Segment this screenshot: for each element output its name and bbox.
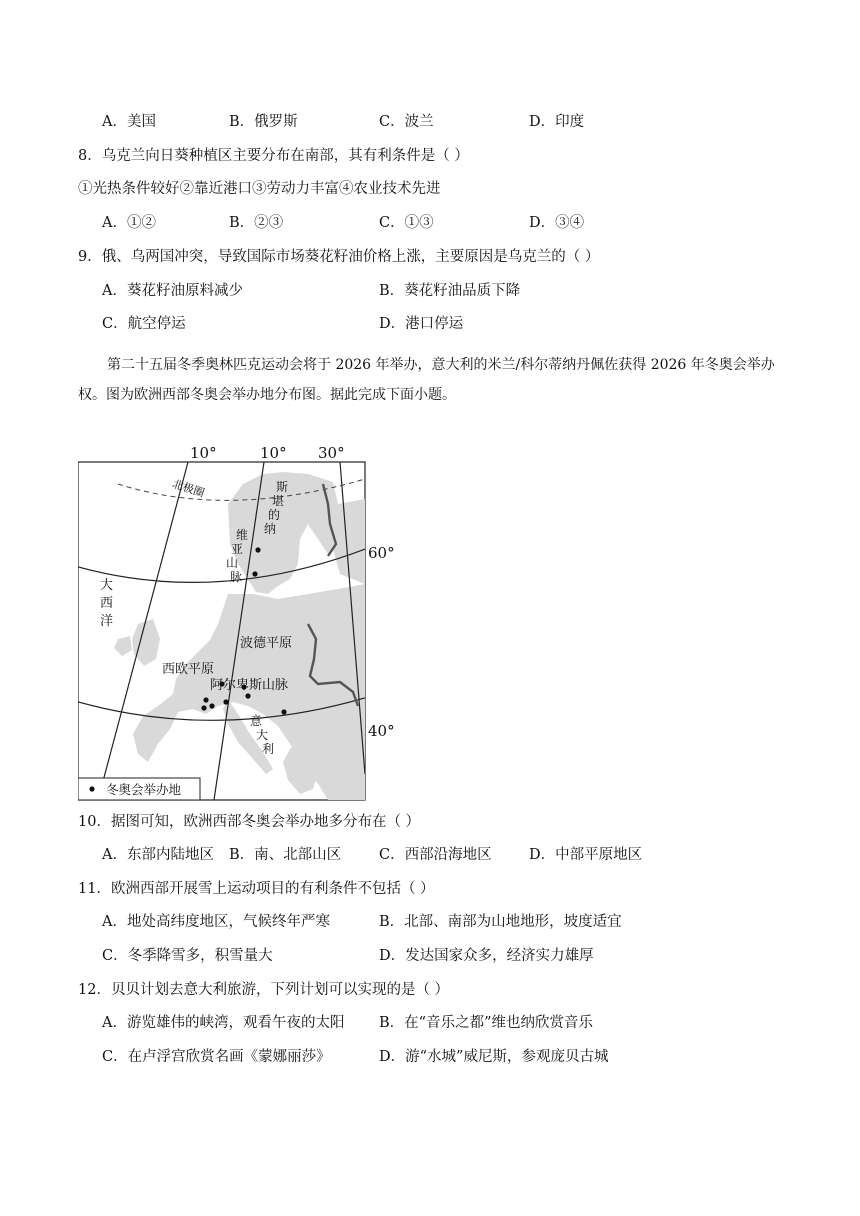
italy-label-1: 意	[250, 714, 263, 728]
lon-label-10e: 10°	[260, 444, 287, 462]
q11-option-b: B．北部、南部为山地地形，坡度适宜	[379, 914, 622, 930]
atlantic-label-1: 大	[100, 578, 114, 593]
q11-option-c: C．冬季降雪多，积雪量大	[102, 948, 273, 964]
q12-option-a: A．游览雄伟的峡湾，观看午夜的太阳	[102, 1015, 345, 1031]
scandinavian-1: 斯	[276, 480, 289, 494]
atlantic-label-3: 洋	[100, 614, 114, 629]
arctic-circle-label: 北极圈	[170, 477, 207, 500]
q9-stem: 9．俄、乌两国冲突，导致国际市场葵花籽油价格上涨，主要原因是乌克兰的（ ）	[78, 249, 600, 265]
q10-stem: 10．据图可知，欧洲西部冬奥会举办地多分布在（ ）	[78, 814, 421, 830]
lat-label-60: 60°	[368, 544, 395, 562]
q9-option-d: D．港口停运	[379, 316, 464, 332]
q10-option-c: C．西部沿海地区	[379, 847, 492, 863]
q9-option-c: C．航空停运	[102, 316, 186, 332]
alps-label: 阿尔卑斯山脉	[210, 678, 289, 693]
lon-label-30e: 30°	[318, 444, 345, 462]
scandinavian-4: 纳	[264, 522, 277, 536]
europe-map	[78, 444, 395, 804]
atlantic-label-2: 西	[100, 596, 114, 611]
q11-option-a: A．地处高纬度地区，气候终年严寒	[102, 914, 330, 930]
lon-label-10w: 10°	[190, 444, 217, 462]
scandinavian-2: 堪	[272, 494, 285, 508]
q9-option-b: B．葵花籽油品质下降	[379, 283, 521, 299]
q7-option-c: C．波兰	[379, 114, 434, 130]
q7-option-d: D．印度	[529, 114, 585, 130]
scandinavian-3: 的	[268, 508, 281, 522]
q8-option-b: B．②③	[229, 215, 284, 231]
q10-option-a: A．东部内陆地区	[102, 847, 214, 863]
q8-conditions: ①光热条件较好②靠近港口③劳动力丰富④农业技术先进	[78, 181, 441, 197]
q7-option-a: A．美国	[102, 114, 156, 130]
west-plain-label: 西欧平原	[162, 662, 215, 677]
italy-label-2: 大	[256, 728, 269, 742]
q12-option-c: C．在卢浮宫欣赏名画《蒙娜丽莎》	[102, 1049, 331, 1065]
q12-option-d: D．游“水城”威尼斯，参观庞贝古城	[379, 1049, 609, 1065]
q12-stem: 12．贝贝计划去意大利旅游，下列计划可以实现的是（ ）	[78, 982, 450, 998]
q8-option-c: C．①③	[379, 215, 434, 231]
q12-option-b: B．在“音乐之都”维也纳欣赏音乐	[379, 1015, 593, 1031]
q7-option-b: B．俄罗斯	[229, 114, 298, 130]
q8-option-d: D．③④	[529, 215, 585, 231]
q8-stem: 8．乌克兰向日葵种植区主要分布在南部，其有利条件是（ ）	[78, 148, 469, 164]
q8-option-a: A．①②	[102, 215, 156, 231]
q10-option-b: B．南、北部山区	[229, 847, 342, 863]
passage-text: 第二十五届冬季奥林匹克运动会将于 2026 年举办，意大利的米兰/科尔蒂纳丹佩佐获得 2026 年冬奥会举办权。图为欧洲西部冬奥会举办地分布图。据此完成下面小题。	[78, 357, 775, 403]
scandinavian-6: 亚	[231, 542, 244, 556]
italy-label-3: 利	[262, 742, 275, 756]
q10-option-d: D．中部平原地区	[529, 847, 643, 863]
legend-label: 冬奥会举办地	[106, 782, 182, 797]
lat-label-40: 40°	[368, 722, 395, 740]
scandinavian-5: 维	[236, 528, 249, 542]
q11-option-d: D．发达国家众多，经济实力雄厚	[379, 948, 594, 964]
scandinavian-8: 脉	[230, 570, 243, 584]
scandinavian-7: 山	[226, 556, 239, 570]
polish-plain-label: 波德平原	[240, 636, 293, 651]
q9-option-a: A．葵花籽油原料减少	[102, 283, 243, 299]
q11-stem: 11．欧洲西部开展雪上运动项目的有利条件不包括（ ）	[78, 881, 435, 897]
